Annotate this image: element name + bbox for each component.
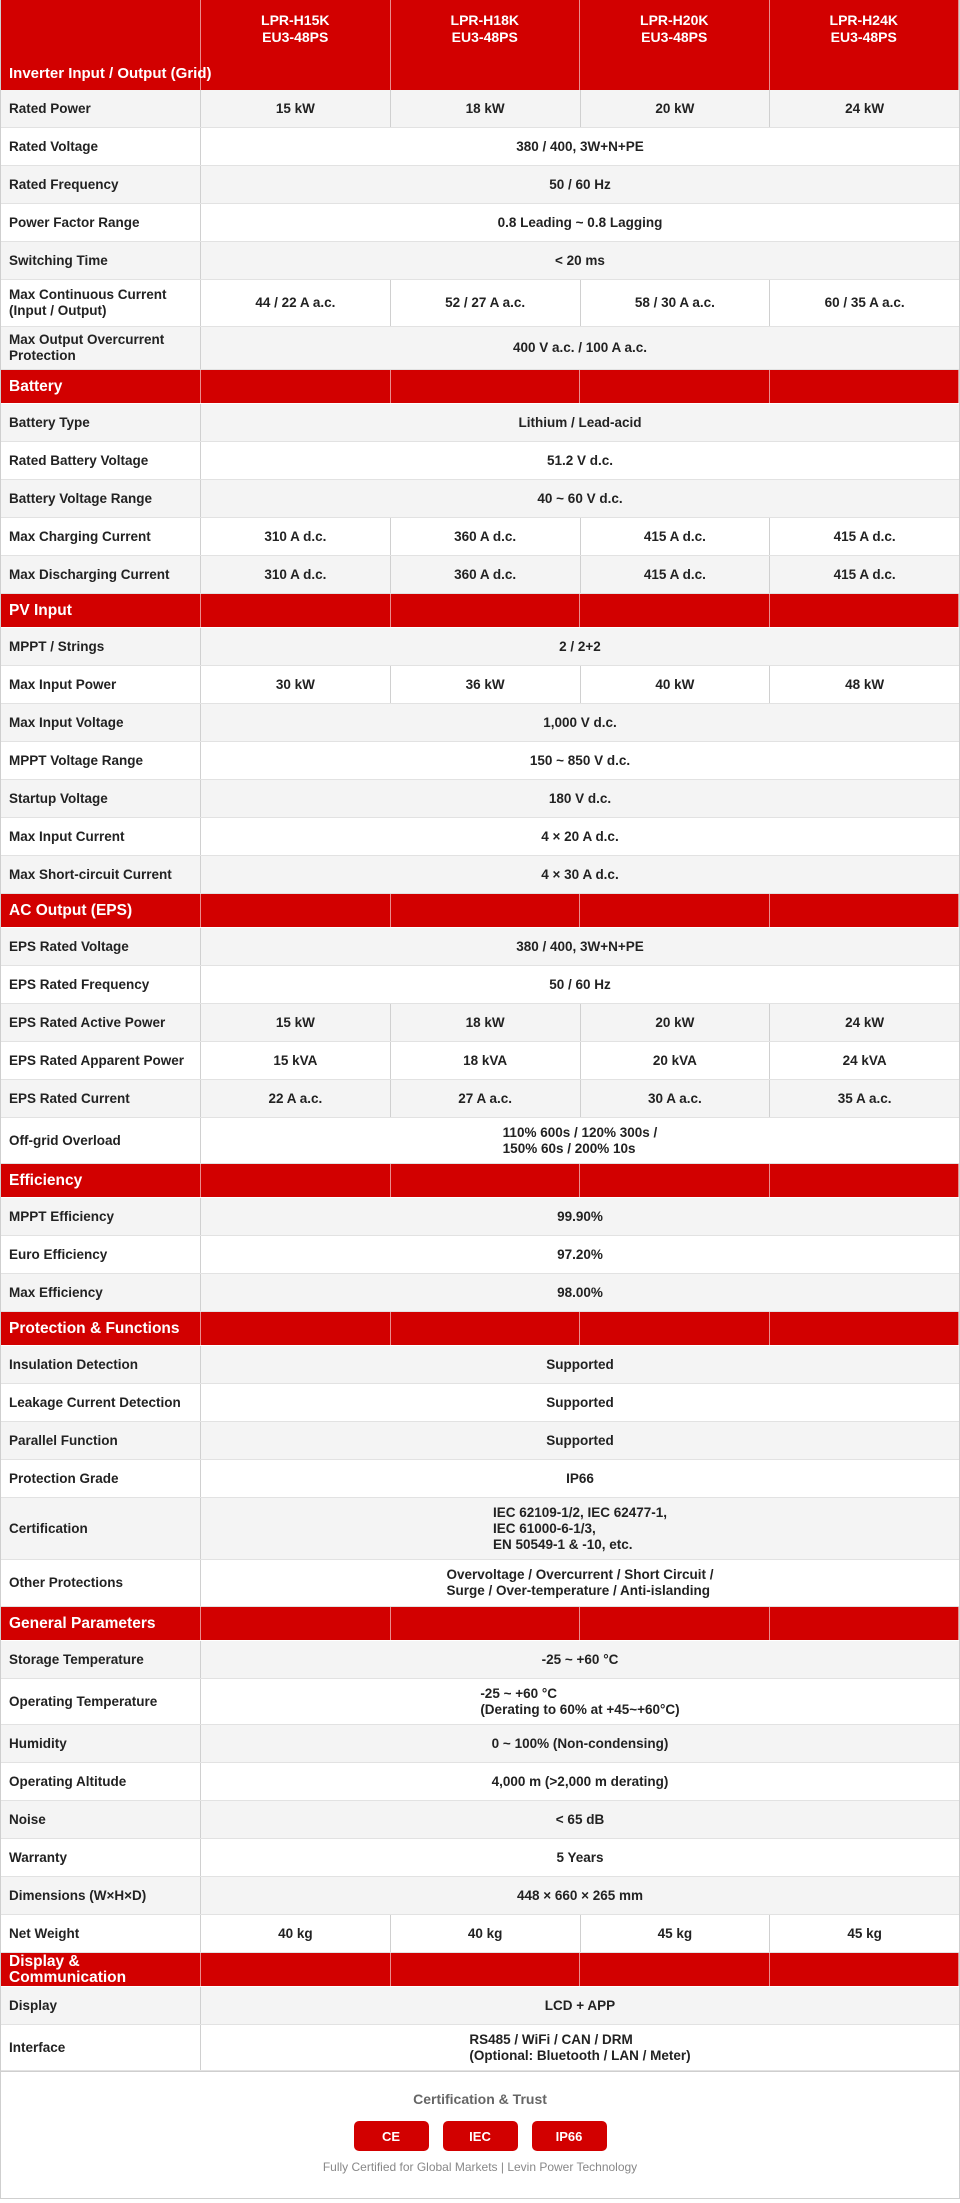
section-cell <box>770 370 960 403</box>
spec-value <box>201 1877 959 1914</box>
spec-value-model-3 <box>581 1080 771 1117</box>
spec-value-text: Overvoltage / Overcurrent / Short Circuit / Surge / Over-temperature / Anti-islanding <box>446 1567 714 1598</box>
spec-value <box>201 818 959 855</box>
spec-value <box>201 1236 959 1273</box>
section-cell <box>201 1607 391 1640</box>
spec-row <box>1 204 959 242</box>
spec-row <box>1 1679 959 1725</box>
spec-value-text: 0 ~ 100% (Non-condensing) <box>491 1735 669 1751</box>
spec-value <box>201 204 959 241</box>
spec-value-model-2 <box>391 280 581 326</box>
spec-value-model-3 <box>581 556 771 593</box>
spec-label: MPPT Voltage Range <box>1 742 201 779</box>
spec-value-text: 15 kVA <box>273 1052 318 1068</box>
section-title: General Parameters <box>1 1607 201 1640</box>
spec-value <box>201 1641 959 1678</box>
spec-value <box>201 1560 959 1606</box>
section-title: Display & Communication <box>1 1953 201 1986</box>
section-cell <box>770 594 960 627</box>
section-title: PV Input <box>1 594 201 627</box>
spec-value-text: 4 × 20 A d.c. <box>541 828 619 844</box>
spec-value-text: 4 × 30 A d.c. <box>541 866 619 882</box>
spec-label: Rated Battery Voltage <box>1 442 201 479</box>
section-cell <box>580 1607 770 1640</box>
spec-value-model-2 <box>391 1042 581 1079</box>
spec-value-text: 24 kW <box>845 100 885 116</box>
spec-value <box>201 1679 959 1724</box>
spec-label: Startup Voltage <box>1 780 201 817</box>
section-cell <box>201 894 391 927</box>
spec-row <box>1 1004 959 1042</box>
spec-value <box>201 480 959 517</box>
spec-row <box>1 780 959 818</box>
spec-label: Max Charging Current <box>1 518 201 555</box>
section-cell <box>580 894 770 927</box>
section-cell <box>201 370 391 403</box>
section-cell <box>580 594 770 627</box>
spec-row <box>1 856 959 894</box>
footer-title: Certification & Trust <box>413 2091 547 2107</box>
spec-label: Rated Frequency <box>1 166 201 203</box>
spec-value-text: 15 kW <box>275 1014 315 1030</box>
spec-label: Max Efficiency <box>1 1274 201 1311</box>
spec-value-text: 22 A a.c. <box>268 1090 323 1106</box>
spec-label: MPPT / Strings <box>1 628 201 665</box>
spec-value <box>201 442 959 479</box>
spec-label: Protection Grade <box>1 1460 201 1497</box>
spec-row <box>1 1839 959 1877</box>
spec-label: Other Protections <box>1 1560 201 1606</box>
spec-value-model-3 <box>581 666 771 703</box>
spec-value-text: 150 ~ 850 V d.c. <box>529 752 631 768</box>
spec-value-text: 30 kW <box>275 676 315 692</box>
spec-row <box>1 1877 959 1915</box>
spec-value-text: IEC 62109-1/2, IEC 62477-1, IEC 61000-6-1/3, EN 50549-1 & -10, etc. <box>492 1504 668 1552</box>
spec-value-text: 18 kVA <box>463 1052 508 1068</box>
spec-row <box>1 1763 959 1801</box>
spec-value <box>201 1498 959 1559</box>
spec-value-text: 110% 600s / 120% 300s / 150% 60s / 200% 10s <box>502 1124 658 1156</box>
spec-value-model-4 <box>770 90 959 127</box>
spec-value-text: Supported <box>546 1394 614 1410</box>
spec-value <box>201 928 959 965</box>
spec-label: Noise <box>1 1801 201 1838</box>
section-header <box>1 894 959 928</box>
spec-row <box>1 966 959 1004</box>
spec-value <box>201 166 959 203</box>
spec-value-text: 380 / 400, 3W+N+PE <box>516 938 644 954</box>
spec-value-text: 180 V d.c. <box>548 790 612 806</box>
spec-label: Insulation Detection <box>1 1346 201 1383</box>
spec-label: Rated Power <box>1 90 201 127</box>
spec-value-model-3 <box>581 1915 771 1952</box>
spec-label: Rated Voltage <box>1 128 201 165</box>
section-header <box>1 594 959 628</box>
section-cell <box>201 594 391 627</box>
section-cell <box>770 1953 960 1986</box>
spec-value-model-1 <box>201 280 391 326</box>
spec-value <box>201 327 959 369</box>
spec-value-text: 45 kg <box>847 1925 882 1941</box>
spec-value <box>201 704 959 741</box>
spec-row <box>1 1498 959 1560</box>
spec-value <box>201 856 959 893</box>
spec-row <box>1 1274 959 1312</box>
spec-label: EPS Rated Frequency <box>1 966 201 1003</box>
spec-value <box>201 780 959 817</box>
spec-row <box>1 90 959 128</box>
spec-label: Battery Type <box>1 404 201 441</box>
model-header-3: LPR-H20K EU3-48PS <box>580 0 770 90</box>
spec-value-text: 45 kg <box>657 1925 693 1941</box>
spec-value-text: -25 ~ +60 °C <box>541 1651 619 1667</box>
spec-row <box>1 1042 959 1080</box>
spec-value-text: 52 / 27 A a.c. <box>445 295 526 310</box>
section-cell <box>391 370 581 403</box>
section-header <box>1 1312 959 1346</box>
spec-value-text: 1,000 V d.c. <box>543 714 617 730</box>
section-header <box>1 370 959 404</box>
spec-value-text: < 65 dB <box>555 1811 605 1827</box>
spec-value-model-2 <box>391 666 581 703</box>
spec-value-text: RS485 / WiFi / CAN / DRM (Optional: Bluetooth / LAN / Meter) <box>469 2031 691 2063</box>
model-header-2: LPR-H18K EU3-48PS <box>391 0 581 90</box>
spec-value-model-4 <box>770 1004 959 1041</box>
spec-value <box>201 742 959 779</box>
spec-value-text: 40 kg <box>467 1925 503 1941</box>
section-header <box>1 1607 959 1641</box>
spec-row <box>1 1198 959 1236</box>
spec-value <box>201 1346 959 1383</box>
header-section-label: Inverter Input / Output (Grid) <box>1 0 201 90</box>
spec-row <box>1 1915 959 1953</box>
spec-label: Max Input Power <box>1 666 201 703</box>
spec-value-model-4 <box>770 1042 959 1079</box>
spec-label: Leakage Current Detection <box>1 1384 201 1421</box>
section-header <box>1 1953 959 1987</box>
spec-label: Switching Time <box>1 242 201 279</box>
spec-value-model-1 <box>201 666 391 703</box>
spec-value <box>201 1839 959 1876</box>
spec-value <box>201 966 959 1003</box>
spec-value-model-4 <box>770 1915 959 1952</box>
spec-label: Display <box>1 1987 201 2024</box>
spec-label: Power Factor Range <box>1 204 201 241</box>
spec-label: Certification <box>1 1498 201 1559</box>
section-cell <box>201 1312 391 1345</box>
spec-row <box>1 280 959 327</box>
spec-value-model-2 <box>391 556 581 593</box>
spec-label: MPPT Efficiency <box>1 1198 201 1235</box>
spec-label: Warranty <box>1 1839 201 1876</box>
spec-value-text: < 20 ms <box>555 252 605 268</box>
spec-value-model-1 <box>201 90 391 127</box>
spec-value-text: 20 kW <box>655 1014 695 1030</box>
spec-label: Max Short-circuit Current <box>1 856 201 893</box>
spec-value-text: LCD + APP <box>544 1997 616 2013</box>
spec-value-text: 18 kW <box>465 100 505 116</box>
spec-row <box>1 1560 959 1607</box>
table-header <box>1 0 959 90</box>
spec-value <box>201 1118 959 1163</box>
spec-value-text: 27 A a.c. <box>458 1090 513 1106</box>
spec-label: Max Input Current <box>1 818 201 855</box>
spec-value-model-3 <box>581 1004 771 1041</box>
spec-value-model-3 <box>581 280 771 326</box>
spec-row <box>1 128 959 166</box>
spec-rows <box>1 90 959 2071</box>
spec-row <box>1 1236 959 1274</box>
spec-value <box>201 1274 959 1311</box>
spec-value-text: 15 kW <box>275 100 315 116</box>
spec-value-model-2 <box>391 1004 581 1041</box>
spec-row <box>1 556 959 594</box>
spec-row <box>1 704 959 742</box>
spec-row <box>1 1384 959 1422</box>
section-cell <box>201 1953 391 1986</box>
spec-row <box>1 1641 959 1679</box>
spec-label: Interface <box>1 2025 201 2070</box>
spec-value-model-4 <box>770 1080 959 1117</box>
spec-row <box>1 1460 959 1498</box>
spec-value <box>201 404 959 441</box>
spec-row <box>1 480 959 518</box>
spec-value <box>201 628 959 665</box>
spec-value-text: 5 Years <box>556 1849 604 1865</box>
spec-value-text: 400 V a.c. / 100 A a.c. <box>512 340 648 355</box>
spec-value-text: 0.8 Leading ~ 0.8 Lagging <box>497 214 663 230</box>
spec-label: Max Continuous Current (Input / Output) <box>1 280 201 326</box>
spec-value-text: 20 kVA <box>652 1052 697 1068</box>
spec-row <box>1 742 959 780</box>
section-cell <box>580 1953 770 1986</box>
section-title: Protection & Functions <box>1 1312 201 1345</box>
spec-value-text: 4,000 m (>2,000 m derating) <box>491 1773 669 1789</box>
spec-value-model-3 <box>581 90 771 127</box>
spec-row <box>1 628 959 666</box>
spec-label: Euro Efficiency <box>1 1236 201 1273</box>
spec-value-text: 415 A d.c. <box>643 528 706 544</box>
spec-value-text: 380 / 400, 3W+N+PE <box>516 138 644 154</box>
model-header-4: LPR-H24K EU3-48PS <box>770 0 960 90</box>
spec-value-text: 40 ~ 60 V d.c. <box>537 490 623 506</box>
spec-value-text: 58 / 30 A a.c. <box>634 295 715 310</box>
spec-value-model-2 <box>391 1915 581 1952</box>
spec-value <box>201 128 959 165</box>
spec-value-text: 20 kW <box>655 100 695 116</box>
spec-value <box>201 1725 959 1762</box>
spec-label: EPS Rated Current <box>1 1080 201 1117</box>
spec-row <box>1 1346 959 1384</box>
spec-value-text: 415 A d.c. <box>833 566 896 582</box>
spec-value-text: 44 / 22 A a.c. <box>255 295 336 310</box>
ip66-badge: IP66 <box>532 2121 607 2151</box>
spec-label: EPS Rated Voltage <box>1 928 201 965</box>
spec-value-text: 48 kW <box>845 676 885 692</box>
section-cell <box>770 1312 960 1345</box>
section-cell <box>391 594 581 627</box>
spec-row <box>1 666 959 704</box>
spec-row <box>1 166 959 204</box>
spec-row <box>1 1422 959 1460</box>
spec-label: Max Input Voltage <box>1 704 201 741</box>
spec-value-text: Supported <box>546 1432 614 1448</box>
section-cell <box>580 1312 770 1345</box>
spec-value-text: 24 kVA <box>842 1052 887 1068</box>
spec-label: Max Discharging Current <box>1 556 201 593</box>
spec-value-text: 60 / 35 A a.c. <box>824 295 905 310</box>
section-cell <box>580 1164 770 1197</box>
spec-value-text: 448 × 660 × 265 mm <box>516 1887 644 1903</box>
spec-value-text: 24 kW <box>845 1014 885 1030</box>
spec-value <box>201 1763 959 1800</box>
spec-value-text: 36 kW <box>465 676 505 692</box>
spec-value <box>201 1422 959 1459</box>
spec-value-model-1 <box>201 518 391 555</box>
spec-label: Dimensions (W×H×D) <box>1 1877 201 1914</box>
spec-row <box>1 1725 959 1763</box>
spec-label: Max Output Overcurrent Protection <box>1 327 201 369</box>
spec-value <box>201 1801 959 1838</box>
spec-label: EPS Rated Apparent Power <box>1 1042 201 1079</box>
spec-value-model-4 <box>770 280 959 326</box>
spec-label: Storage Temperature <box>1 1641 201 1678</box>
spec-value-text: Supported <box>546 1356 614 1372</box>
spec-value-model-2 <box>391 518 581 555</box>
spec-value <box>201 242 959 279</box>
spec-row <box>1 818 959 856</box>
spec-label: Operating Altitude <box>1 1763 201 1800</box>
spec-value-text: 18 kW <box>465 1014 505 1030</box>
spec-value-text: -25 ~ +60 °C (Derating to 60% at +45~+60°C) <box>480 1685 680 1717</box>
spec-label: Off-grid Overload <box>1 1118 201 1163</box>
section-title: Efficiency <box>1 1164 201 1197</box>
spec-value-text: 50 / 60 Hz <box>549 176 611 192</box>
spec-value <box>201 1987 959 2024</box>
spec-value-model-1 <box>201 1042 391 1079</box>
spec-value-text: 98.00% <box>557 1284 603 1300</box>
spec-row <box>1 2025 959 2071</box>
spec-value-model-1 <box>201 556 391 593</box>
badge-group <box>1 2121 959 2151</box>
spec-row <box>1 928 959 966</box>
section-cell <box>770 1607 960 1640</box>
spec-value-text: 2 / 2+2 <box>559 638 601 654</box>
spec-value-model-3 <box>581 1042 771 1079</box>
spec-value-text: IP66 <box>566 1470 594 1486</box>
spec-value-model-4 <box>770 518 959 555</box>
section-title: AC Output (EPS) <box>1 894 201 927</box>
ce-badge: CE <box>354 2121 429 2151</box>
spec-label: Operating Temperature <box>1 1679 201 1724</box>
iec-badge: IEC <box>443 2121 518 2151</box>
spec-value-text: 40 kW <box>655 676 695 692</box>
spec-row <box>1 1080 959 1118</box>
section-cell <box>580 370 770 403</box>
footer-note: Fully Certified for Global Markets | Levin Power Technology <box>322 2160 638 2174</box>
section-cell <box>391 1953 581 1986</box>
spec-value-text: 40 kg <box>278 1925 313 1941</box>
spec-row <box>1 404 959 442</box>
section-cell <box>391 1607 581 1640</box>
spec-value-model-4 <box>770 556 959 593</box>
model-header-1: LPR-H15K EU3-48PS <box>201 0 391 90</box>
spec-label: Parallel Function <box>1 1422 201 1459</box>
spec-value-text: 35 A a.c. <box>837 1090 892 1106</box>
section-title: Battery <box>1 370 201 403</box>
spec-row <box>1 1987 959 2025</box>
spec-row <box>1 242 959 280</box>
spec-value-text: 97.20% <box>557 1246 603 1262</box>
spec-label: EPS Rated Active Power <box>1 1004 201 1041</box>
spec-value-model-1 <box>201 1915 391 1952</box>
spec-value-text: 415 A d.c. <box>833 528 896 544</box>
section-cell <box>391 1164 581 1197</box>
section-cell <box>770 894 960 927</box>
spec-value-model-4 <box>770 666 959 703</box>
spec-value-text: 310 A d.c. <box>264 566 327 582</box>
spec-row <box>1 1801 959 1839</box>
section-header <box>1 1164 959 1198</box>
spec-value <box>201 1198 959 1235</box>
spec-label: Net Weight <box>1 1915 201 1952</box>
section-cell <box>391 1312 581 1345</box>
spec-value-text: 51.2 V d.c. <box>546 452 614 468</box>
spec-value <box>201 2025 959 2070</box>
spec-row <box>1 327 959 370</box>
spec-value-model-2 <box>391 1080 581 1117</box>
spec-value <box>201 1460 959 1497</box>
spec-value-text: 360 A d.c. <box>454 528 517 544</box>
spec-value-text: Lithium / Lead-acid <box>518 414 642 430</box>
spec-value-model-2 <box>391 90 581 127</box>
spec-value-text: 360 A d.c. <box>454 566 517 582</box>
section-cell <box>391 894 581 927</box>
spec-value-model-1 <box>201 1080 391 1117</box>
section-cell <box>201 1164 391 1197</box>
certification-footer <box>1 2071 959 2199</box>
spec-value-text: 99.90% <box>557 1208 603 1224</box>
spec-label: Battery Voltage Range <box>1 480 201 517</box>
spec-value-text: 310 A d.c. <box>264 528 327 544</box>
spec-row <box>1 1118 959 1164</box>
spec-value-model-3 <box>581 518 771 555</box>
spec-row <box>1 518 959 556</box>
section-cell <box>770 1164 960 1197</box>
spec-value-text: 30 A a.c. <box>647 1090 702 1106</box>
spec-value-text: 50 / 60 Hz <box>549 976 611 992</box>
spec-value <box>201 1384 959 1421</box>
spec-value-model-1 <box>201 1004 391 1041</box>
spec-value-text: 415 A d.c. <box>643 566 706 582</box>
spec-row <box>1 442 959 480</box>
spec-label: Humidity <box>1 1725 201 1762</box>
